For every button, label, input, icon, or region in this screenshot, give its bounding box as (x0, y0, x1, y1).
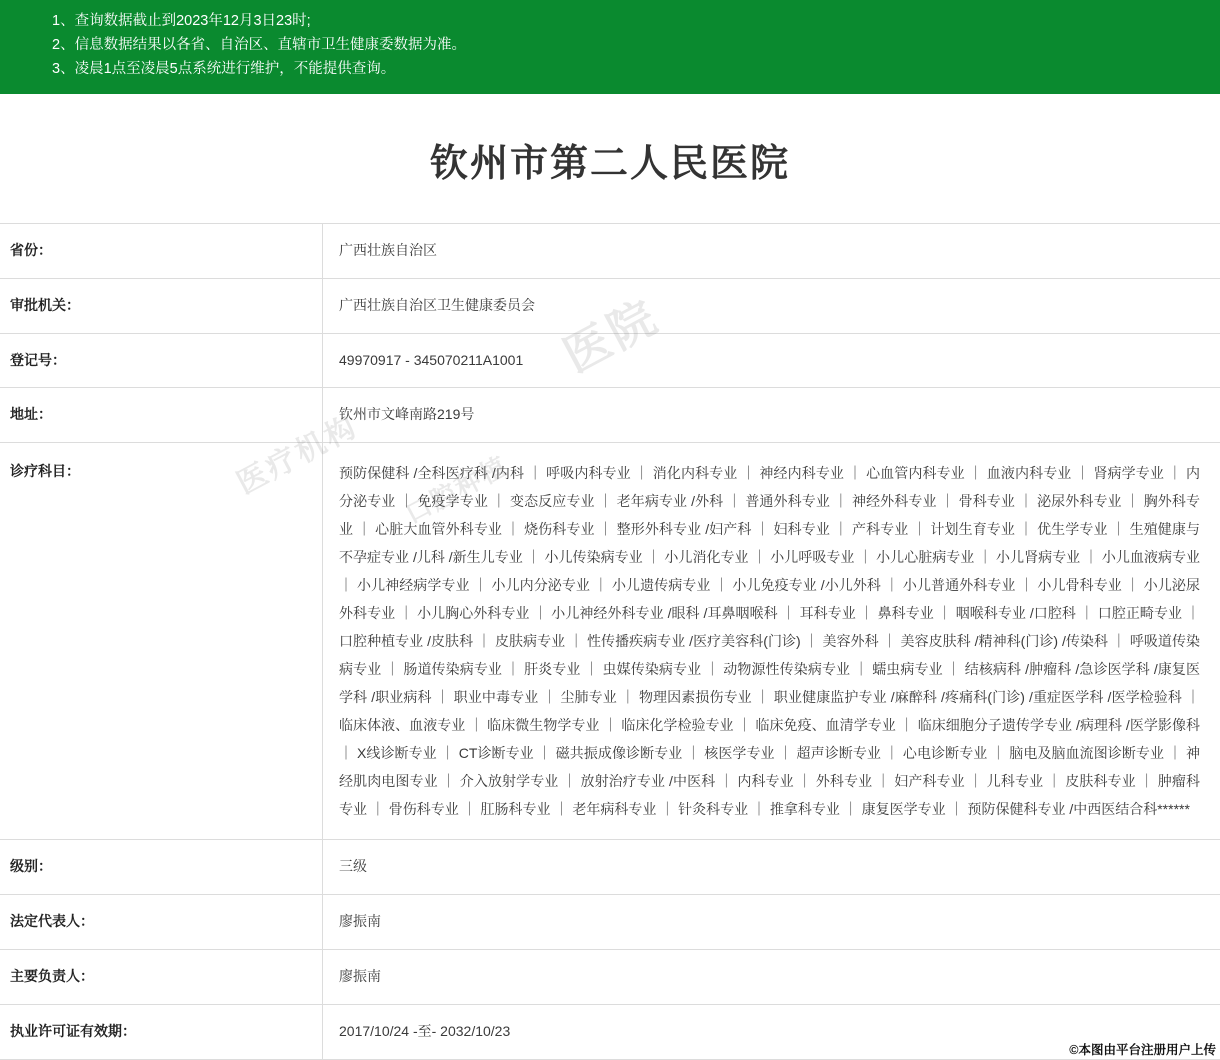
row-label-level: 级别： (0, 840, 323, 895)
table-row (0, 1005, 1220, 1060)
row-value-level: 三级 (323, 840, 1220, 895)
row-value-registration-number: 49970917 - 345070211A1001 (323, 333, 1220, 388)
watermark-primary: 医院 (550, 280, 669, 385)
row-value-address: 钦州市文峰南路219号 (323, 388, 1220, 443)
row-value-license-validity: 2017/10/24 -至- 2032/10/23 (323, 1005, 1220, 1060)
notice-item-3: 3、凌晨1点至凌晨5点系统进行维护，不能提供查询。 (52, 58, 1220, 82)
page-title: 钦州市第二人民医院 (0, 132, 1220, 187)
row-label-approval-authority: 审批机关： (0, 278, 323, 333)
table-row (0, 895, 1220, 950)
table-row (0, 950, 1220, 1005)
row-label-legal-representative: 法定代表人： (0, 895, 323, 950)
row-label-principal: 主要负责人： (0, 950, 323, 1005)
row-value-departments: 预防保健科 /全科医疗科 /内科 ｜ 呼吸内科专业 ｜ 消化内科专业 ｜ 神经内科专业 ｜ 心血管内科专业 ｜ 血液内科专业 ｜ 肾病学专业 ｜ 内分泌专业 ｜ 免疫学专业 ｜ 变态反应专业 ｜ 老年病专业 /外科 ｜ 普通外科专业 ｜ 神经外科专业 ｜ 骨科专业 ｜ 泌尿外科专业 ｜ 胸外科专业 ｜ 心脏大血管外科专业 ｜ 烧伤科专业 ｜ 整形外科专业 /妇产科 ｜ 妇科专业 ｜ 产科专业 ｜ 计划生育专业 ｜ 优生学专业 ｜ 生殖健康与不孕症专业 /儿科 /新生儿专业 ｜ 小儿传染病专业 ｜ 小儿消化专业 ｜ 小儿呼吸专业 ｜ 小儿心脏病专业 ｜ 小儿肾病专业 ｜ 小儿血液病专业 ｜ 小儿神经病学专业 ｜ 小儿内分泌专业 ｜ 小儿遗传病专业 ｜ 小儿免疫专业 /小儿外科 ｜ 小儿普通外科专业 ｜ 小儿骨科专业 ｜ 小儿泌尿外科专业 ｜ 小儿胸心外科专业 ｜ 小儿神经外科专业 /眼科 /耳鼻咽喉科 ｜ 耳科专业 ｜ 鼻科专业 ｜ 咽喉科专业 /口腔科 ｜ 口腔正畸专业 ｜ 口腔种植专业 /皮肤科 ｜ 皮肤病专业 ｜ 性传播疾病专业 /医疗美容科(门诊) ｜ 美容外科 ｜ 美容皮肤科 /精神科(门诊) /传染科 ｜ 呼吸道传染病专业 ｜ 肠道传染病专业 ｜ 肝炎专业 ｜ 虫媒传染病专业 ｜ 动物源性传染病专业 ｜ 蠕虫病专业 ｜ 结核病科 /肿瘤科 /急诊医学科 /康复医学科 /职业病科 ｜ 职业中毒专业 ｜ 尘肺专业 ｜ 物理因素损伤专业 ｜ 职业健康监护专业 /麻醉科 /疼痛科(门诊) /重症医学科 /医学检验科 ｜ 临床体液、血液专业 ｜ 临床微生物学专业 ｜ 临床化学检验专业 ｜ 临床免疫、血清学专业 ｜ 临床细胞分子遗传学专业 /病理科 /医学影像科 ｜ X线诊断专业 ｜ CT诊断专业 ｜ 磁共振成像诊断专业 ｜ 核医学专业 ｜ 超声诊断专业 ｜ 心电诊断专业 ｜ 脑电及脑血流图诊断专业 ｜ 神经肌肉电图专业 ｜ 介入放射学专业 ｜ 放射治疗专业 /中医科 ｜ 内科专业 ｜ 外科专业 ｜ 妇产科专业 ｜ 儿科专业 ｜ 皮肤科专业 ｜ 肿瘤科专业 ｜ 骨伤科专业 ｜ 肛肠科专业 ｜ 老年病科专业 ｜ 针灸科专业 ｜ 推拿科专业 ｜ 康复医学专业 ｜ 预防保健科专业 /中西医结合科****** (323, 443, 1220, 840)
table-row (0, 388, 1220, 443)
table-row (0, 278, 1220, 333)
notice-item-1: 1、查询数据截止到2023年12月3日23时; (52, 10, 1220, 34)
row-label-address: 地址： (0, 388, 323, 443)
hospital-info-table (0, 223, 1220, 1060)
row-value-principal: 廖振南 (323, 950, 1220, 1005)
row-label-departments: 诊疗科目： (0, 443, 323, 840)
row-value-province: 广西壮族自治区 (323, 223, 1220, 278)
notice-item-2: 2、信息数据结果以各省、自治区、直辖市卫生健康委数据为准。 (52, 34, 1220, 58)
row-label-license-validity: 执业许可证有效期： (0, 1005, 323, 1060)
watermark-secondary: 医疗机构 (227, 402, 364, 503)
row-value-approval-authority: 广西壮族自治区卫生健康委员会 (323, 278, 1220, 333)
row-label-province: 省份： (0, 223, 323, 278)
watermark-tertiary: 口腔种植 (398, 446, 514, 531)
row-label-registration-number: 登记号： (0, 333, 323, 388)
table-row (0, 333, 1220, 388)
row-value-legal-representative: 廖振南 (323, 895, 1220, 950)
table-row (0, 443, 1220, 840)
notice-banner (0, 0, 1220, 94)
title-section (0, 94, 1220, 223)
table-row (0, 223, 1220, 278)
notice-list (0, 10, 1220, 82)
footer-credit: ©本图由平台注册用户上传 (1069, 1040, 1216, 1058)
table-row (0, 840, 1220, 895)
